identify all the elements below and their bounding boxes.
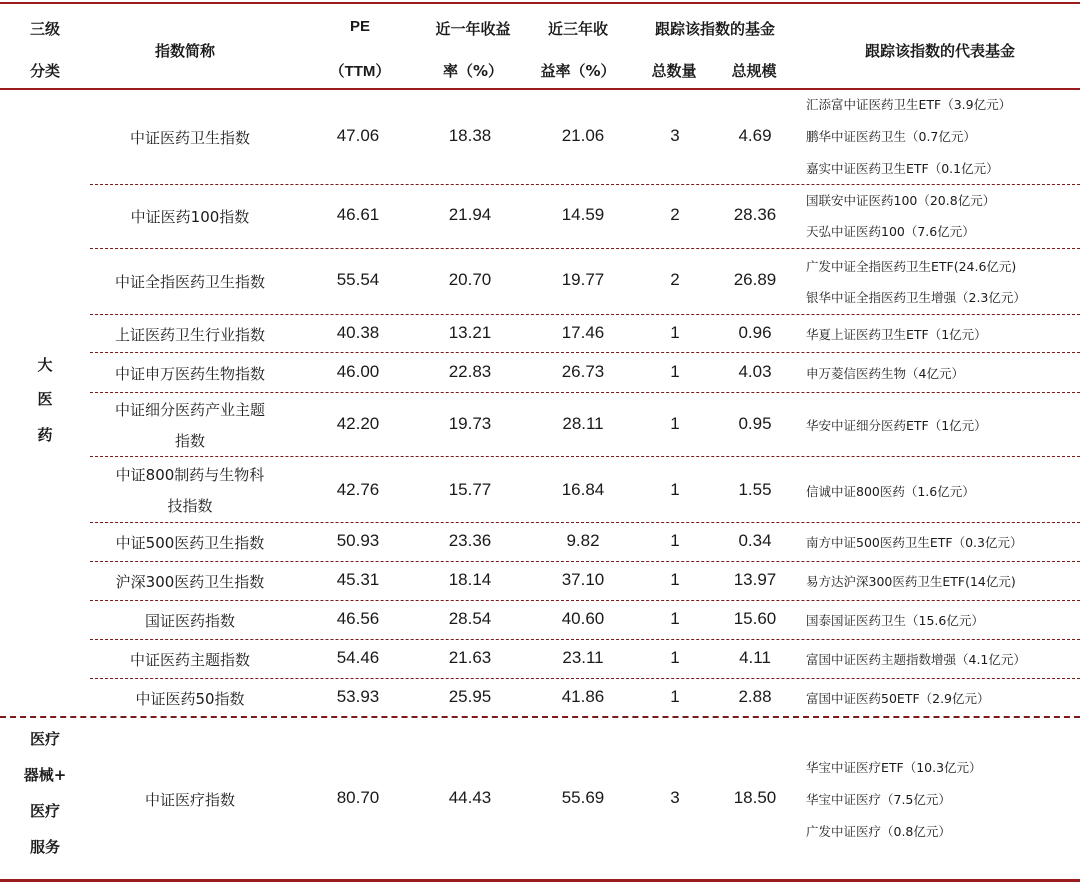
return-1y: 44.43 [448,788,492,807]
rep-fund: 华夏上证医药卫生ETF（1亿元） [806,327,987,342]
return-1y: 23.36 [448,531,492,550]
pe-value: 46.56 [336,609,380,628]
index-name: 中证医疗指数 [144,791,235,809]
return-3y: 14.59 [561,205,605,224]
header-rep-funds: 跟踪该指数的代表基金 [864,42,1015,60]
return-1y: 28.54 [448,609,492,628]
fund-scale: 1.55 [738,480,772,499]
rep-fund: 富国中证医药50ETF（2.9亿元） [806,691,990,706]
pe-value: 54.46 [336,648,380,667]
header-bottom-rule [0,88,1080,90]
group-divider [0,716,1080,718]
index-name-line1: 中证细分医药产业主题 [114,401,265,419]
header-tier-line2: 分类 [29,62,60,80]
fund-scale: 4.11 [739,648,771,667]
rep-fund: 富国中证医药主题指数增强（4.1亿元） [806,652,1026,667]
return-3y: 55.69 [561,788,605,807]
fund-count: 1 [670,570,680,589]
return-3y: 37.10 [561,570,605,589]
rep-fund: 南方中证500医药卫生ETF（0.3亿元） [806,535,1023,550]
return-1y: 20.70 [448,270,492,289]
return-3y: 41.86 [561,687,605,706]
return-1y: 18.14 [448,570,492,589]
fund-scale: 18.50 [733,788,777,807]
header-pe-line2: （TTM） [329,63,391,80]
rep-fund: 广发中证全指医药卫生ETF(24.6亿元) [806,259,1017,274]
return-1y: 22.83 [448,362,492,381]
pe-value: 53.93 [336,687,380,706]
table-bottom-rule [0,879,1080,882]
fund-count: 2 [670,205,680,224]
group-medical-line2: 器械+ [23,766,67,784]
row-divider [90,522,1080,523]
return-3y: 23.11 [562,648,604,667]
index-name: 中证申万医药生物指数 [114,365,265,383]
fund-scale: 28.36 [733,205,777,224]
return-1y: 19.73 [448,414,492,433]
fund-scale: 13.97 [733,570,777,589]
rep-fund: 天弘中证医药100（7.6亿元） [806,224,975,239]
header-y1-line1: 近一年收益 [435,20,511,38]
return-3y: 26.73 [561,362,605,381]
header-tier-line1: 三级 [29,20,60,38]
fund-scale: 15.60 [733,609,777,628]
pe-value: 42.76 [336,480,380,499]
return-1y: 21.63 [448,648,492,667]
row-divider [90,392,1080,393]
group-pharma-char2: 医 [37,390,53,408]
return-1y: 21.94 [448,205,492,224]
row-divider [90,184,1080,185]
fund-scale: 0.95 [738,414,772,433]
index-name-line2: 指数 [174,432,205,450]
header-pe-line1: PE [349,18,370,35]
fund-count: 1 [670,531,680,550]
fund-count: 1 [670,414,680,433]
index-name: 中证医药卫生指数 [129,129,250,147]
group-medical-line4: 服务 [29,838,60,856]
return-3y: 19.77 [561,270,605,289]
group-pharma-char1: 大 [37,356,53,374]
header-fund-scale: 总规模 [731,62,777,80]
return-1y: 15.77 [448,480,492,499]
pe-value: 50.93 [336,531,380,550]
fund-count: 1 [670,609,680,628]
fund-scale: 2.88 [738,687,772,706]
index-name: 中证500医药卫生指数 [115,534,265,552]
fund-scale: 4.69 [738,126,772,145]
fund-count: 1 [670,687,680,706]
rep-fund: 华安中证细分医药ETF（1亿元） [806,418,987,433]
row-divider [90,600,1080,601]
rep-fund: 汇添富中证医药卫生ETF（3.9亿元） [806,97,1012,112]
fund-count: 1 [670,323,680,342]
header-y3-line2: 益率（%） [540,62,616,80]
pe-value: 40.38 [336,323,380,342]
row-divider [90,561,1080,562]
fund-scale: 26.89 [733,270,777,289]
rep-fund: 广发中证医疗（0.8亿元） [806,824,951,839]
rep-fund: 鹏华中证医药卫生（0.7亿元） [806,129,976,144]
rep-fund: 申万菱信医药生物（4亿元） [806,366,964,381]
rep-fund: 信诚中证800医药（1.6亿元） [806,484,975,499]
fund-count: 2 [670,270,680,289]
index-name-line2: 技指数 [167,497,213,515]
rep-fund: 易方达沪深300医药卫生ETF(14亿元) [806,574,1016,589]
index-name: 沪深300医药卫生指数 [115,573,265,591]
index-name: 中证医药100指数 [130,208,250,226]
index-name: 上证医药卫生行业指数 [114,326,265,344]
return-3y: 16.84 [561,480,605,499]
group-medical-line3: 医疗 [29,802,60,820]
index-name: 中证医药50指数 [135,690,245,708]
fund-count: 1 [670,362,680,381]
header-y3-line1: 近三年收 [547,20,608,38]
return-1y: 18.38 [448,126,492,145]
return-3y: 17.46 [561,323,605,342]
pe-value: 46.61 [336,205,380,224]
fund-scale: 0.34 [738,531,772,550]
rep-fund: 银华中证全指医药卫生增强（2.3亿元） [806,290,1026,305]
group-medical-line1: 医疗 [29,730,60,748]
fund-count: 3 [670,788,680,807]
return-3y: 28.11 [562,414,604,433]
index-name: 国证医药指数 [144,612,235,630]
pe-value: 80.70 [336,788,380,807]
header-fund-count: 总数量 [651,62,697,80]
rep-fund: 华宝中证医疗（7.5亿元） [806,792,951,807]
return-3y: 21.06 [561,126,605,145]
rep-fund: 国联安中证医药100（20.8亿元） [806,193,996,208]
header-index-name: 指数简称 [154,42,215,60]
row-divider [90,456,1080,457]
table-top-rule [0,2,1080,4]
rep-fund: 国泰国证医药卫生（15.6亿元） [806,613,984,628]
return-1y: 13.21 [448,323,492,342]
row-divider [90,352,1080,353]
row-divider [90,314,1080,315]
group-pharma-char3: 药 [37,426,53,444]
return-3y: 9.82 [566,531,600,550]
row-divider [90,678,1080,679]
pe-value: 46.00 [336,362,380,381]
pe-value: 55.54 [336,270,380,289]
row-divider [90,248,1080,249]
fund-scale: 0.96 [738,323,772,342]
header-fund-track: 跟踪该指数的基金 [654,20,775,38]
fund-count: 1 [670,480,680,499]
index-name-line1: 中证800制药与生物科 [115,466,265,484]
return-1y: 25.95 [448,687,492,706]
pe-value: 45.31 [336,570,380,589]
rep-fund: 嘉实中证医药卫生ETF（0.1亿元） [806,161,999,176]
index-name: 中证全指医药卫生指数 [114,273,265,291]
pe-value: 47.06 [336,126,380,145]
rep-fund: 华宝中证医疗ETF（10.3亿元） [806,760,982,775]
fund-count: 1 [670,648,680,667]
return-3y: 40.60 [561,609,605,628]
fund-count: 3 [670,126,680,145]
pe-value: 42.20 [336,414,380,433]
header-y1-line2: 率（%） [442,62,504,80]
fund-scale: 4.03 [738,362,772,381]
row-divider [90,639,1080,640]
index-name: 中证医药主题指数 [129,651,250,669]
